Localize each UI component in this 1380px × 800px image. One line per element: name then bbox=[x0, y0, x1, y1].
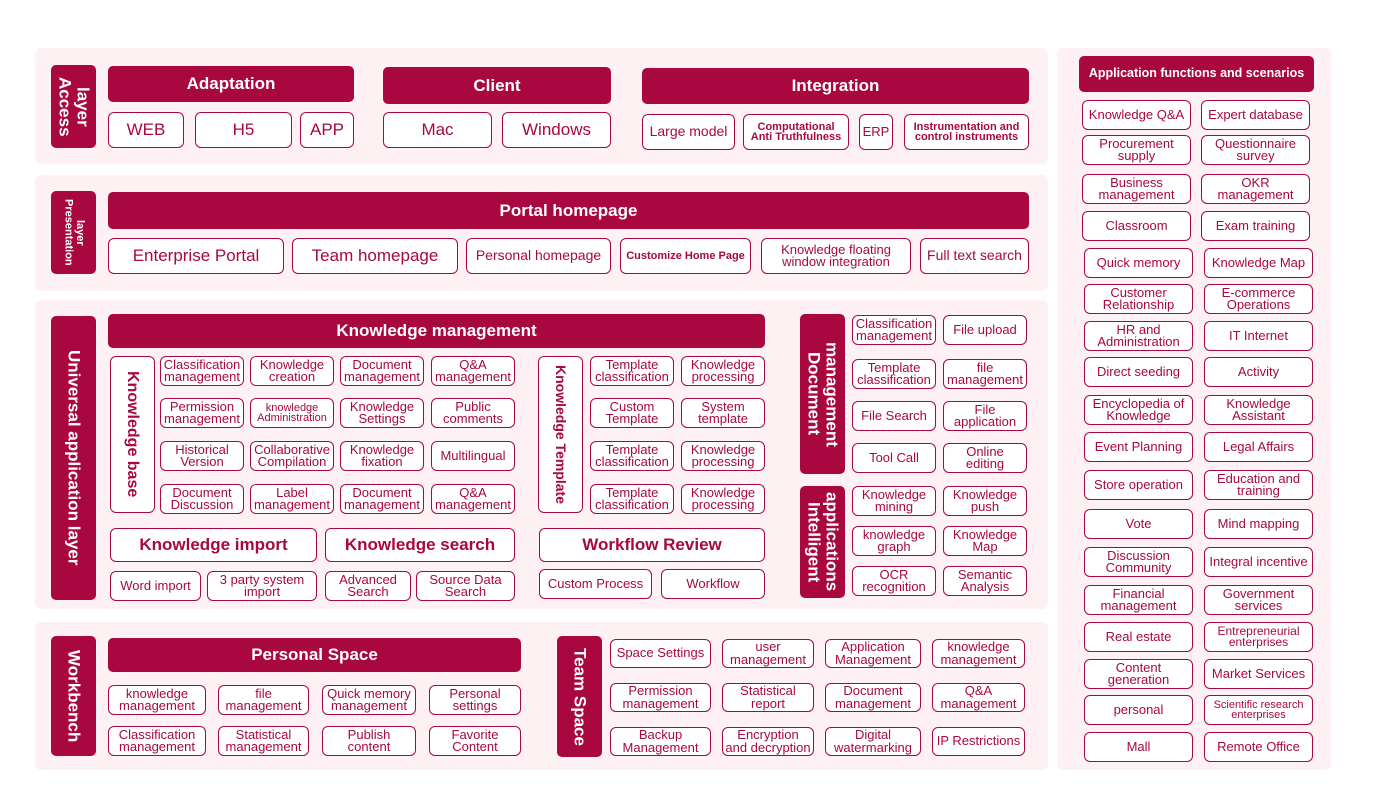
workbench-label bbox=[51, 636, 96, 756]
sc-customer-relationship: Customer Relationship bbox=[1084, 284, 1193, 314]
workbench-label-text: Workbench bbox=[64, 649, 84, 743]
ts-document-management: Document management bbox=[825, 683, 921, 712]
sc-ecommerce-operations: E-commerce Operations bbox=[1204, 284, 1313, 314]
personal-space-header: Personal Space bbox=[108, 638, 521, 672]
kb-multilingual: Multilingual bbox=[431, 441, 515, 471]
sc-exam-training: Exam training bbox=[1201, 211, 1310, 241]
portal-item-personal: Personal homepage bbox=[466, 238, 611, 274]
ts-encryption-decryption: Encryption and decryption bbox=[722, 727, 814, 756]
kb-knowledge-settings: Knowledge Settings bbox=[340, 398, 424, 428]
kt-knowledge-processing-1: Knowledge processing bbox=[681, 356, 765, 386]
kb-document-discussion: Document Discussion bbox=[160, 484, 244, 514]
ts-qa-management: Q&A management bbox=[932, 683, 1025, 712]
integration-header: Integration bbox=[642, 68, 1029, 104]
sc-mall: Mall bbox=[1084, 732, 1193, 762]
team-space-grid bbox=[610, 639, 1026, 757]
integration-item-anti-truthfulness: Computational Anti Truthfulness bbox=[743, 114, 849, 150]
ts-knowledge-management: knowledge management bbox=[932, 639, 1025, 668]
kb-classification-management: Classification management bbox=[160, 356, 244, 386]
access-layer-label bbox=[51, 65, 96, 148]
sc-activity: Activity bbox=[1204, 357, 1313, 387]
kb-qa-management-2: Q&A management bbox=[431, 484, 515, 514]
personal-space-grid bbox=[108, 685, 522, 757]
portal-item-full-text-search: Full text search bbox=[920, 238, 1029, 274]
knowledge-base-label-text: Knowledge base bbox=[124, 371, 142, 498]
knowledge-import-header: Knowledge import bbox=[110, 528, 317, 562]
knowledge-template-label-text: Knowledge Template bbox=[553, 365, 570, 504]
sc-store-operation: Store operation bbox=[1084, 470, 1193, 500]
sc-knowledge-assistant: Knowledge Assistant bbox=[1204, 395, 1313, 425]
workflow-custom-process: Custom Process bbox=[539, 569, 652, 599]
intel-knowledge-graph: knowledge graph bbox=[852, 526, 936, 556]
portal-item-customize: Customize Home Page bbox=[620, 238, 751, 274]
document-management-label bbox=[800, 314, 845, 474]
kb-qa-management: Q&A management bbox=[431, 356, 515, 386]
sc-financial-management: Financial management bbox=[1084, 585, 1193, 615]
portal-homepage-header: Portal homepage bbox=[108, 192, 1029, 229]
kt-template-classification-1: Template classification bbox=[590, 356, 674, 386]
intel-knowledge-push: Knowledge push bbox=[943, 486, 1027, 516]
team-space-label bbox=[557, 636, 602, 757]
sc-discussion-community: Discussion Community bbox=[1084, 547, 1193, 577]
sc-direct-seeding: Direct seeding bbox=[1084, 357, 1193, 387]
sc-event-planning: Event Planning bbox=[1084, 432, 1193, 462]
sc-encyclopedia: Encyclopedia of Knowledge bbox=[1084, 395, 1193, 425]
kb-historical-version: Historical Version bbox=[160, 441, 244, 471]
kt-template-classification-3: Template classification bbox=[590, 484, 674, 514]
kt-system-template: System template bbox=[681, 398, 765, 428]
knowledge-template-grid bbox=[590, 356, 766, 514]
sc-quick-memory: Quick memory bbox=[1084, 248, 1193, 278]
doc-file-upload: File upload bbox=[943, 315, 1027, 345]
sc-real-estate: Real estate bbox=[1084, 622, 1193, 652]
sc-it-internet: IT Internet bbox=[1204, 321, 1313, 351]
knowledge-template-label bbox=[538, 356, 583, 513]
search-source-data: Source Data Search bbox=[416, 571, 515, 601]
ps-personal-settings: Personal settings bbox=[429, 685, 521, 715]
knowledge-search-header: Knowledge search bbox=[325, 528, 515, 562]
search-advanced: Advanced Search bbox=[325, 571, 411, 601]
sc-vote: Vote bbox=[1084, 509, 1193, 539]
ps-quick-memory-management: Quick memory management bbox=[322, 685, 416, 715]
kb-knowledge-creation: Knowledge creation bbox=[250, 356, 334, 386]
ps-classification-management: Classification management bbox=[108, 726, 206, 756]
presentation-layer-label-text: layer Presentation bbox=[62, 199, 87, 266]
portal-item-team: Team homepage bbox=[292, 238, 458, 274]
kb-document-management-2: Document management bbox=[340, 484, 424, 514]
client-item-windows: Windows bbox=[502, 112, 611, 148]
ts-statistical-report: Statistical report bbox=[722, 683, 814, 712]
sc-market-services: Market Services bbox=[1204, 659, 1313, 689]
adaptation-item-web: WEB bbox=[108, 112, 184, 148]
intelligent-applications-label bbox=[800, 486, 845, 598]
integration-item-erp: ERP bbox=[859, 114, 893, 150]
integration-item-instruments: Instrumentation and control instruments bbox=[904, 114, 1029, 150]
import-word: Word import bbox=[110, 571, 201, 601]
universal-layer-label bbox=[51, 316, 96, 600]
adaptation-item-h5: H5 bbox=[195, 112, 292, 148]
doc-tool-call: Tool Call bbox=[852, 443, 936, 473]
intelligent-applications-grid bbox=[852, 486, 1028, 598]
kb-knowledge-administration: knowledge Administration bbox=[250, 398, 334, 428]
doc-file-management: file management bbox=[943, 359, 1027, 389]
knowledge-base-label bbox=[110, 356, 155, 513]
sc-entrepreneurial-enterprises: Entrepreneurial enterprises bbox=[1204, 622, 1313, 652]
sc-remote-office: Remote Office bbox=[1204, 732, 1313, 762]
intel-ocr-recognition: OCR recognition bbox=[852, 566, 936, 596]
adaptation-header: Adaptation bbox=[108, 66, 354, 102]
kb-knowledge-fixation: Knowledge fixation bbox=[340, 441, 424, 471]
ts-digital-watermarking: Digital watermarking bbox=[825, 727, 921, 756]
scenarios-header: Application functions and scenarios bbox=[1079, 56, 1314, 92]
workflow-workflow: Workflow bbox=[661, 569, 765, 599]
presentation-layer-label bbox=[51, 191, 96, 274]
ts-backup-management: Backup Management bbox=[610, 727, 711, 756]
sc-content-generation: Content generation bbox=[1084, 659, 1193, 689]
kb-label-management: Label management bbox=[250, 484, 334, 514]
sc-procurement-supply: Procurement supply bbox=[1082, 135, 1191, 165]
import-third-party: 3 party system import bbox=[207, 571, 317, 601]
sc-government-services: Government services bbox=[1204, 585, 1313, 615]
ps-statistical-management: Statistical management bbox=[218, 726, 309, 756]
document-management-label-text: management Document bbox=[804, 341, 842, 447]
sc-scientific-research-enterprises: Scientific research enterprises bbox=[1204, 695, 1313, 725]
ts-space-settings: Space Settings bbox=[610, 639, 711, 668]
kt-knowledge-processing-2: Knowledge processing bbox=[681, 441, 765, 471]
sc-business-management: Business management bbox=[1082, 174, 1191, 204]
sc-hr-administration: HR and Administration bbox=[1084, 321, 1193, 351]
ps-file-management: file management bbox=[218, 685, 309, 715]
sc-mind-mapping: Mind mapping bbox=[1204, 509, 1313, 539]
ts-user-management: user management bbox=[722, 639, 814, 668]
doc-file-application: File application bbox=[943, 401, 1027, 431]
kt-template-classification-2: Template classification bbox=[590, 441, 674, 471]
sc-knowledge-qa: Knowledge Q&A bbox=[1082, 100, 1191, 130]
ts-application-management: Application Management bbox=[825, 639, 921, 668]
sc-classroom: Classroom bbox=[1082, 211, 1191, 241]
sc-personal: personal bbox=[1084, 695, 1193, 725]
kb-collaborative-compilation: Collaborative Compilation bbox=[250, 441, 334, 471]
ts-permission-management: Permission management bbox=[610, 683, 711, 712]
doc-classification-management: Classification management bbox=[852, 315, 936, 345]
intelligent-applications-label-text: applications Intelligent bbox=[804, 492, 842, 592]
sc-questionnaire-survey: Questionnaire survey bbox=[1201, 135, 1310, 165]
knowledge-management-header: Knowledge management bbox=[108, 314, 765, 348]
team-space-label-text: Team Space bbox=[570, 647, 590, 746]
kt-knowledge-processing-3: Knowledge processing bbox=[681, 484, 765, 514]
intel-semantic-analysis: Semantic Analysis bbox=[943, 566, 1027, 596]
sc-integral-incentive: Integral incentive bbox=[1204, 547, 1313, 577]
ps-favorite-content: Favorite Content bbox=[429, 726, 521, 756]
ps-knowledge-management: knowledge management bbox=[108, 685, 206, 715]
doc-online-editing: Online editing bbox=[943, 443, 1027, 473]
intel-knowledge-map: Knowledge Map bbox=[943, 526, 1027, 556]
client-header: Client bbox=[383, 67, 611, 104]
document-management-grid bbox=[852, 315, 1028, 475]
sc-legal-affairs: Legal Affairs bbox=[1204, 432, 1313, 462]
kb-public-comments: Public comments bbox=[431, 398, 515, 428]
access-layer-label-text: layer Access bbox=[55, 76, 93, 137]
portal-item-enterprise: Enterprise Portal bbox=[108, 238, 284, 274]
portal-item-floating-window: Knowledge floating window integration bbox=[761, 238, 911, 274]
doc-template-classification: Template classification bbox=[852, 359, 936, 389]
ts-ip-restrictions: IP Restrictions bbox=[932, 727, 1025, 756]
sc-expert-database: Expert database bbox=[1201, 100, 1310, 130]
client-item-mac: Mac bbox=[383, 112, 492, 148]
adaptation-item-app: APP bbox=[300, 112, 354, 148]
sc-okr-management: OKR management bbox=[1201, 174, 1310, 204]
sc-education-training: Education and training bbox=[1204, 470, 1313, 500]
intel-knowledge-mining: Knowledge mining bbox=[852, 486, 936, 516]
kb-permission-management: Permission management bbox=[160, 398, 244, 428]
universal-layer-label-text: Universal application layer bbox=[64, 350, 84, 566]
doc-file-search: File Search bbox=[852, 401, 936, 431]
ps-publish-content: Publish content bbox=[322, 726, 416, 756]
scenarios-grid bbox=[1082, 100, 1314, 764]
integration-item-large-model: Large model bbox=[642, 114, 735, 150]
workflow-review-header: Workflow Review bbox=[539, 528, 765, 562]
kt-custom-template: Custom Template bbox=[590, 398, 674, 428]
knowledge-base-grid bbox=[160, 356, 516, 514]
kb-document-management: Document management bbox=[340, 356, 424, 386]
sc-knowledge-map: Knowledge Map bbox=[1204, 248, 1313, 278]
